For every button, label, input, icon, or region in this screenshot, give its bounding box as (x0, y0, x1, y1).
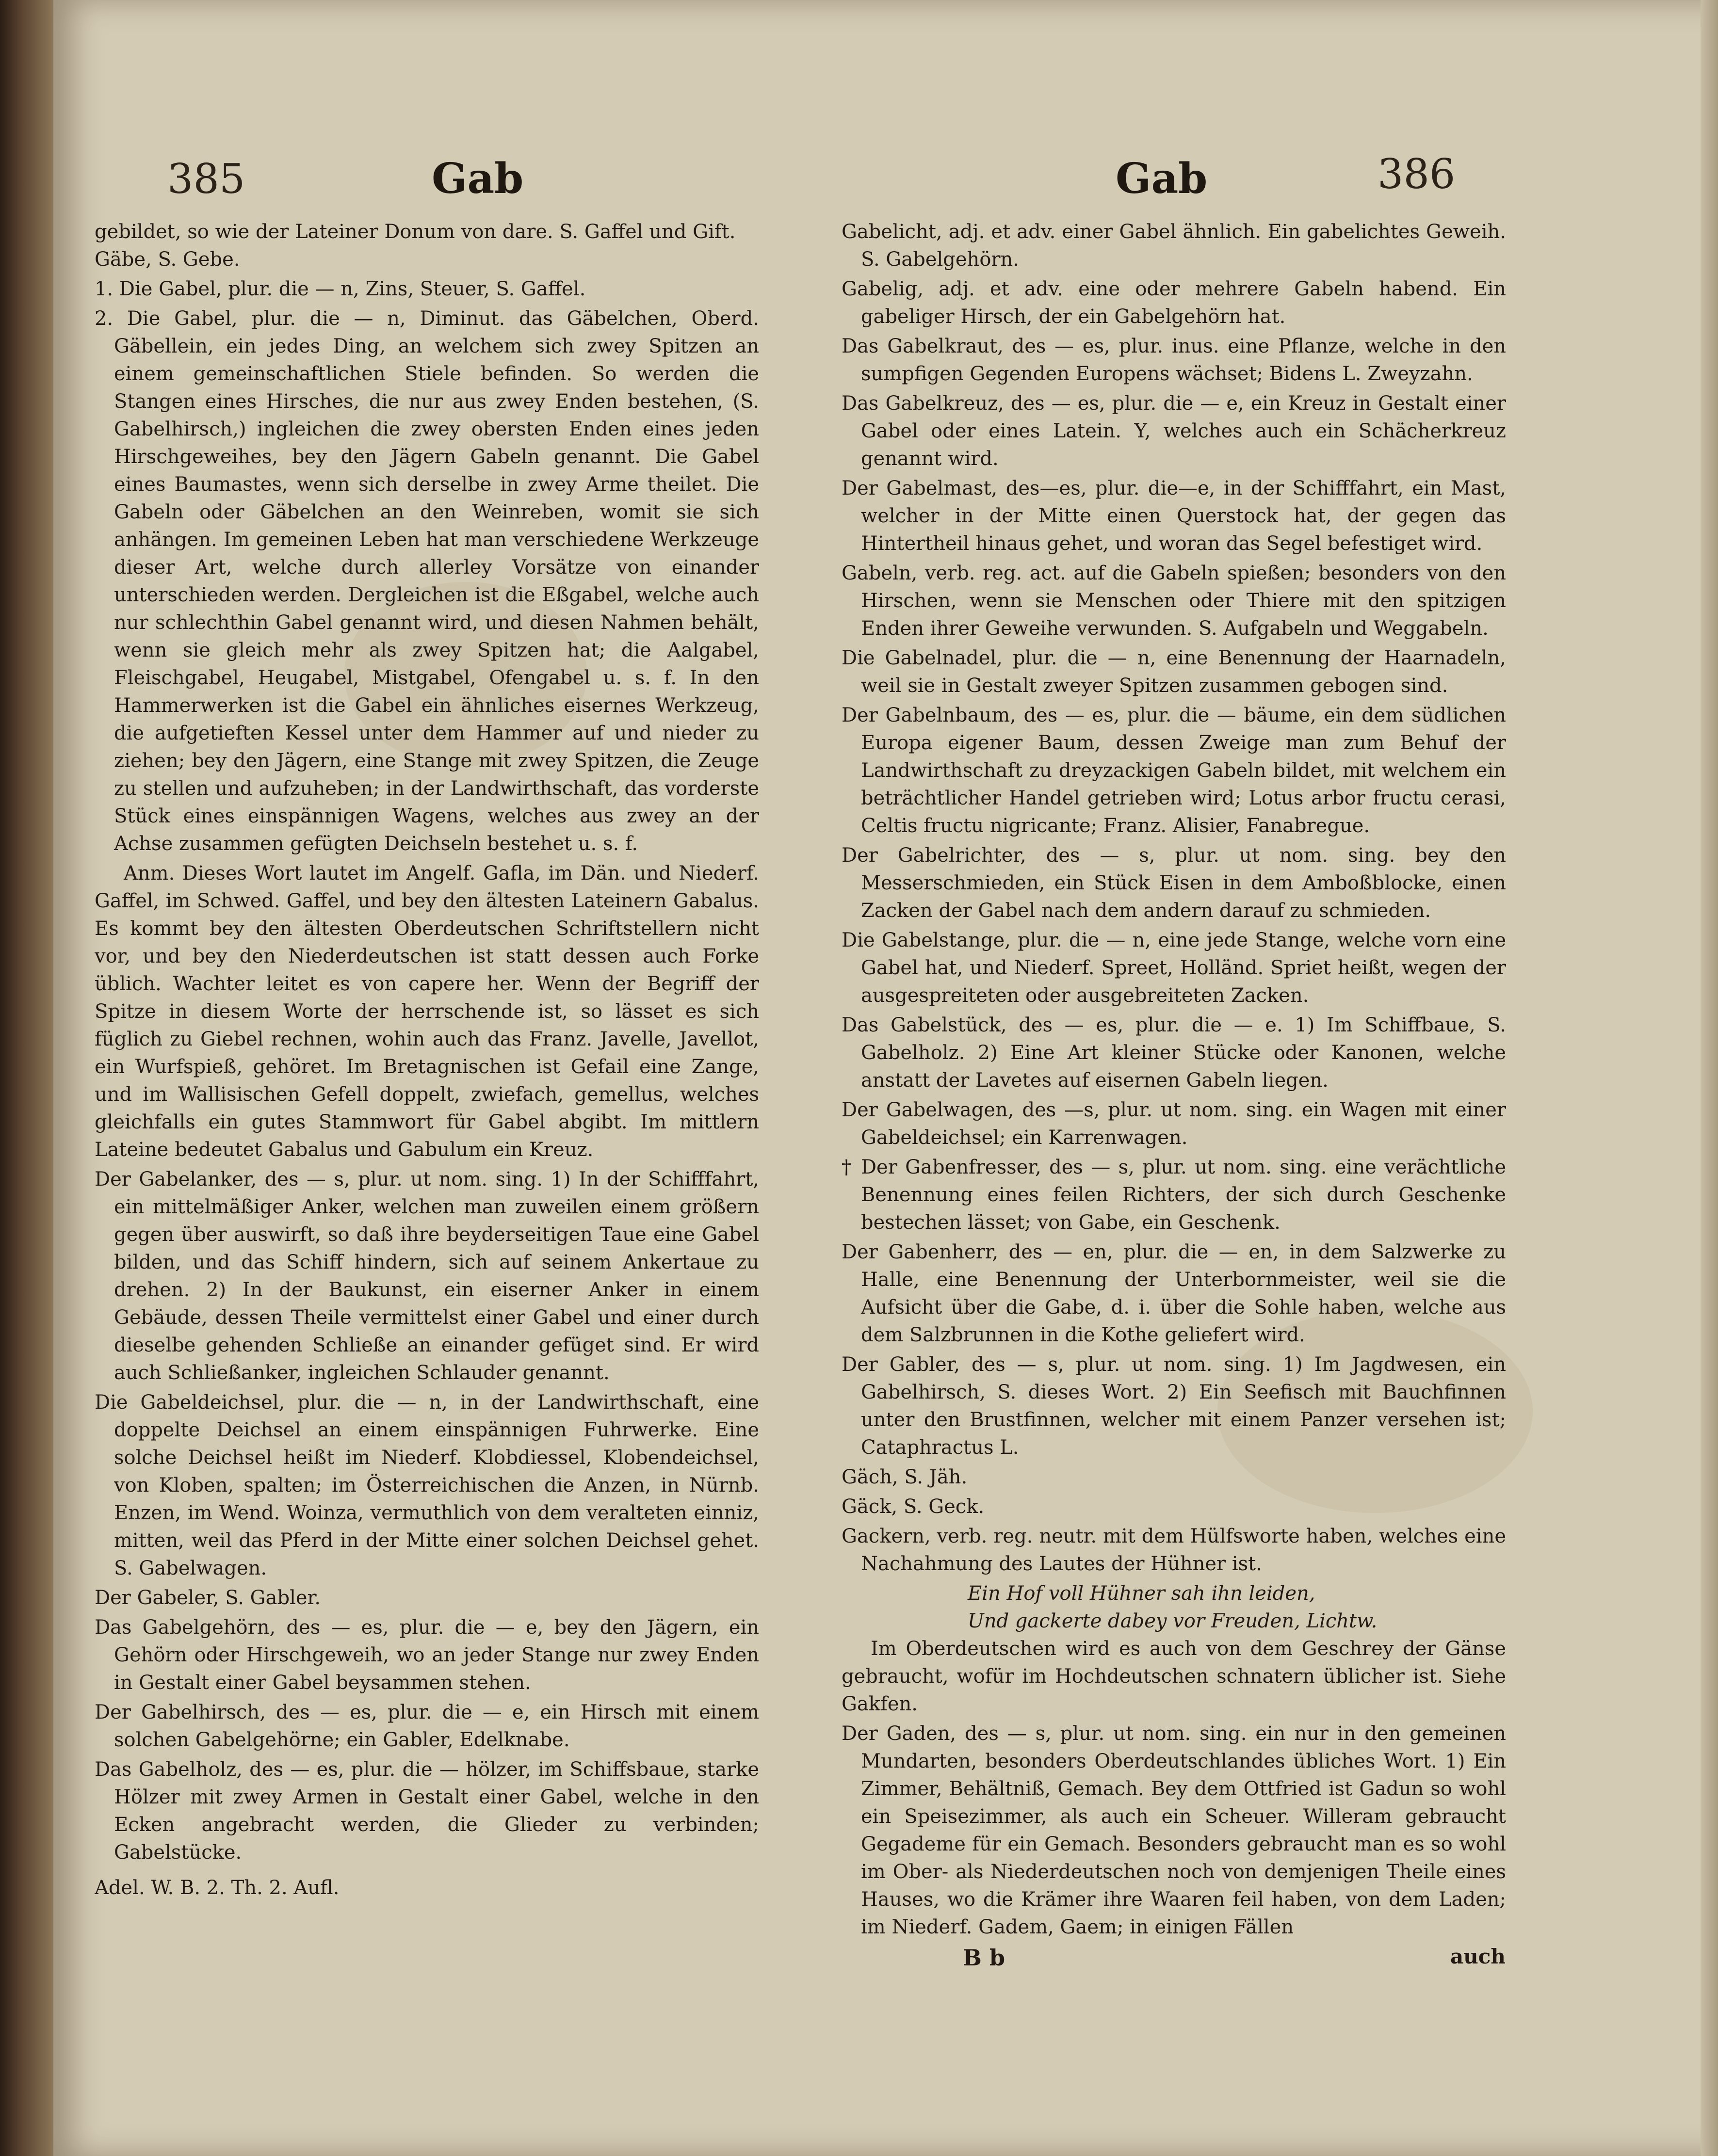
dictionary-entry: Gäck, S. Geck. (842, 1496, 985, 1518)
dictionary-entry: Die Gabeldeichsel, plur. die — n, in der Landwirthschaft, eine doppelte Deichsel an einem einspännigen Fuhrwerke. Eine solche Deichsel heißt im Niederf. Klobdiessel, Klobendeichsel, von Kloben, spalten; im Österreichischen die Anzen, in Nürnb. Enzen, im Wend. Woinza, vermuthlich von dem veralteten einniz, mitten, weil das Pferd in der Mitte einer solchen Deichsel gehet. S. Gabelwagen. (95, 1391, 759, 1579)
dictionary-sig: Adel. W. B. 2. Th. 2. Aufl. (95, 1877, 340, 1899)
right-page-number: 386 (1378, 150, 1456, 198)
left-page-number: 385 (167, 155, 245, 203)
right-catchword: Gab (1116, 154, 1208, 203)
dictionary-entry: Das Gabelholz, des — es, plur. die — hölzer, im Schiffsbaue, starke Hölzer mit zwey Armen in Gestalt einer Gabel, welche in den Ecken angebracht werden, die Glieder zu verbinden; Gabelstücke. (95, 1758, 759, 1864)
dictionary-entry: Das Gabelkraut, des — es, plur. inus. eine Pflanze, welche in den sumpfigen Gegenden Europens wächset; Bidens L. Zweyzahn. (842, 335, 1506, 385)
dictionary-note: Anm. Dieses Wort lautet im Angelf. Gafla, im Dän. und Niederf. Gaffel, im Schwed. Gaffel, und bey den ältesten Lateinern Gabalus. Es kommt bey den ältesten Oberdeutschen Schriftstellern nicht vor, und bey den Niederdeutschen ist statt dessen auch Forke üblich. Wachter leitet es von capere her. Wenn der Begriff der Spitze in diesem Worte der herrschende ist, so lässet es sich füglich zu Giebel rechnen, wohin auch das Franz. Javelle, Javellot, ein Wurfspieß, gehöret. Im Bretagnischen ist Gefail eine Zange, und im Wallisischen Gefell doppelt, zwiefach, gemellus, welches gleichfalls ein gutes Stammwort für Gabel abgibt. Im mittlern Lateine bedeutet Gabalus und Gabulum ein Kreuz. (95, 862, 759, 1161)
dictionary-entry: Der Gabelmast, des—es, plur. die—e, in der Schifffahrt, ein Mast, welcher in der Mitte einen Querstock hat, der gegen das Hintertheil hinaus gehet, und woran das Segel befestiget wird. (842, 477, 1506, 555)
left-catchword: Gab (432, 154, 524, 203)
book-binding-shadow (0, 0, 53, 2156)
dictionary-entry: Die Gabelstange, plur. die — n, eine jede Stange, welche vorn eine Gabel hat, und Niederf. Spreet, Holländ. Spriet heißt, wegen der ausgespreiteten oder ausgebreiteten Zacken. (842, 929, 1506, 1007)
dictionary-entry: Der Gabelhirsch, des — es, plur. die — e, ein Hirsch mit einem solchen Gabelgehörne; ein Gabler, Edelknabe. (95, 1701, 759, 1751)
dictionary-entry: Der Gabelwagen, des —s, plur. ut nom. sing. ein Wagen mit einer Gabeldeichsel; ein Karrenwagen. (842, 1099, 1506, 1149)
dictionary-entry: Der Gabelrichter, des — s, plur. ut nom. sing. bey den Messerschmieden, ein Stück Eisen in dem Amboßblocke, einen Zacken der Gabel nach dem andern darauf zu schmieden. (842, 844, 1506, 922)
dictionary-entry: Der Gabelanker, des — s, plur. ut nom. sing. 1) In der Schifffahrt, ein mittelmäßiger Anker, welchen man zuweilen einem größern gegen über auswirft, so daß ihre beyderseitigen Taue eine Gabel bilden, und das Schiff hindern, sich auf seinem Ankertaue zu drehen. 2) In der Baukunst, ein eiserner Anker in einem Gebäude, dessen Theile vermittelst einer Gabel und einer durch dieselbe gehenden Schließe an einander gefüget sind. Er wird auch Schließanker, ingleichen Schlauder genannt. (95, 1168, 759, 1384)
footer-catchword: auch (1450, 1945, 1506, 1968)
dictionary-entry: Das Gabelstück, des — es, plur. die — e. 1) Im Schiffbaue, S. Gabelholz. 2) Eine Art kleiner Stücke oder Kanonen, welche anstatt der Lavetes auf eisernen Gabeln liegen. (842, 1014, 1506, 1092)
signature-mark: B b (963, 1945, 1005, 1971)
dictionary-plain: gebildet, so wie der Lateiner Donum von dare. S. Gaffel und Gift. (95, 221, 736, 243)
dictionary-entry: Der Gabenherr, des — en, plur. die — en, in dem Salzwerke zu Halle, eine Benennung der Unterbornmeister, weil sie die Aufsicht über die Gabe, d. i. über die Sohle haben, welche aus dem Salzbrunnen in die Kothe geliefert wird. (842, 1241, 1506, 1346)
running-header (0, 145, 1718, 213)
dictionary-entry: Die Gabelnadel, plur. die — n, eine Benennung der Haarnadeln, weil sie in Gestalt zweyer Spitzen zusammen gebogen sind. (842, 647, 1506, 697)
dictionary-entry: Der Gaden, des — s, plur. ut nom. sing. ein nur in den gemeinen Mundarten, besonders Oberdeutschlandes übliches Wort. 1) Ein Zimmer, Behältniß, Gemach. Bey dem Ottfried ist Gadun so wohl ein Speisezimmer, als auch ein Scheuer. Willeram gebraucht Gegademe für ein Gemach. Besonders gebraucht man es so wohl im Ober- als Niederdeutschen noch von demjenigen Theile eines Hauses, wo die Krämer ihre Waaren feil haben, von dem Laden; im Niederf. Gadem, Gaem; in einigen Fällen (842, 1722, 1506, 1938)
dictionary-entry: Der Gabeler, S. Gabler. (95, 1587, 321, 1609)
page-edge (1701, 0, 1718, 2156)
dictionary-entry: Der Gabelnbaum, des — es, plur. die — bäume, ein dem südlichen Europa eigener Baum, dessen Zweige man zum Behuf der Landwirthschaft zu dreyzackigen Gabeln bildet, mit welchem ein beträchtlicher Handel getrieben wird; Lotus arbor fructu cerasi, Celtis fructu nigricante; Franz. Alisier, Fanabregue. (842, 704, 1506, 837)
dictionary-entry: † Der Gabenfresser, des — s, plur. ut nom. sing. eine verächtliche Benennung eines feilen Richters, der sich durch Geschenke bestechen lässet; von Gabe, ein Geschenk. (842, 1156, 1506, 1234)
dictionary-entry: Gäch, S. Jäh. (842, 1466, 968, 1488)
dictionary-entry: Gäbe, S. Gebe. (95, 248, 240, 271)
dictionary-entry: Das Gabelgehörn, des — es, plur. die — e, bey den Jägern, ein Gehörn oder Hirschgeweih, wo an jeder Stange nur zwey Enden in Gestalt einer Gabel beysammen stehen. (95, 1616, 759, 1694)
dictionary-verse: Ein Hof voll Hühner sah ihn leiden, (968, 1582, 1315, 1605)
dictionary-entry: Gackern, verb. reg. neutr. mit dem Hülfsworte haben, welches eine Nachahmung des Lautes der Hühner ist. (842, 1525, 1506, 1575)
left-column (95, 218, 759, 1945)
dictionary-entry: 1. Die Gabel, plur. die — n, Zins, Steuer, S. Gaffel. (95, 278, 586, 300)
dictionary-entry: Gabeln, verb. reg. act. auf die Gabeln spießen; besonders von den Hirschen, wenn sie Menschen oder Thiere mit den spitzigen Enden ihrer Geweihe verwunden. S. Aufgabeln und Weggabeln. (842, 562, 1506, 640)
dictionary-entry: 2. Die Gabel, plur. die — n, Diminut. das Gäbelchen, Oberd. Gäbellein, ein jedes Ding, an welchem sich zwey Spitzen an einem gemeinschaftlichen Stiele befinden. So werden die Stangen eines Hirsches, die nur aus zwey Enden bestehen, (S. Gabelhirsch,) ingleichen die zwey obersten Enden eines jeden Hirschgeweihes, bey den Jägern Gabeln genannt. Die Gabel eines Baumastes, wenn sich derselbe in zwey Arme theilet. Die Gabeln oder Gäbelchen an den Weinreben, womit sie sich anhängen. Im gemeinen Leben hat man verschiedene Werkzeuge dieser Art, welche durch allerley Vorsätze von einander unterschieden werden. Dergleichen ist die Eßgabel, welche auch nur schlechthin Gabel genannt wird, und diesen Nahmen behält, wenn sie gleich mehr als zwey Spitzen hat; die Aalgabel, Fleischgabel, Heugabel, Mistgabel, Ofengabel u. s. f. In den Hammerwerken ist die Gabel ein ähnliches eisernes Werkzeug, die aufgetieften Kessel unter dem Hammer auf und nieder zu ziehen; bey den Jägern, eine Stange mit zwey Spitzen, die Zeuge zu stellen und aufzuheben; in der Landwirthschaft, das vorderste Stück eines einspännigen Wagens, welches aus zwey an der Achse zusammen gefügten Deichseln bestehet u. s. f. (95, 307, 759, 855)
dictionary-entry: Der Gabler, des — s, plur. ut nom. sing. 1) Im Jagdwesen, ein Gabelhirsch, S. dieses Wort. 2) Ein Seefisch mit Bauchfinnen unter den Brustfinnen, welcher mit einem Panzer versehen ist; Cataphractus L. (842, 1353, 1506, 1459)
dictionary-note: Im Oberdeutschen wird es auch von dem Geschrey der Gänse gebraucht, wofür im Hochdeutschen schnatern üblicher ist. Siehe Gakfen. (842, 1638, 1506, 1715)
dictionary-entry: Gabelig, adj. et adv. eine oder mehrere Gabeln habend. Ein gabeliger Hirsch, der ein Gabelgehörn hat. (842, 278, 1506, 328)
dictionary-verse: Und gackerte dabey vor Freuden, Lichtw. (968, 1610, 1378, 1632)
dictionary-entry: Das Gabelkreuz, des — es, plur. die — e, ein Kreuz in Gestalt einer Gabel oder eines Latein. Y, welches auch ein Schächerkreuz genannt wird. (842, 392, 1506, 470)
right-column (842, 218, 1506, 1945)
dictionary-entry: Gabelicht, adj. et adv. einer Gabel ähnlich. Ein gabelichtes Geweih. S. Gabelgehörn. (842, 221, 1506, 271)
